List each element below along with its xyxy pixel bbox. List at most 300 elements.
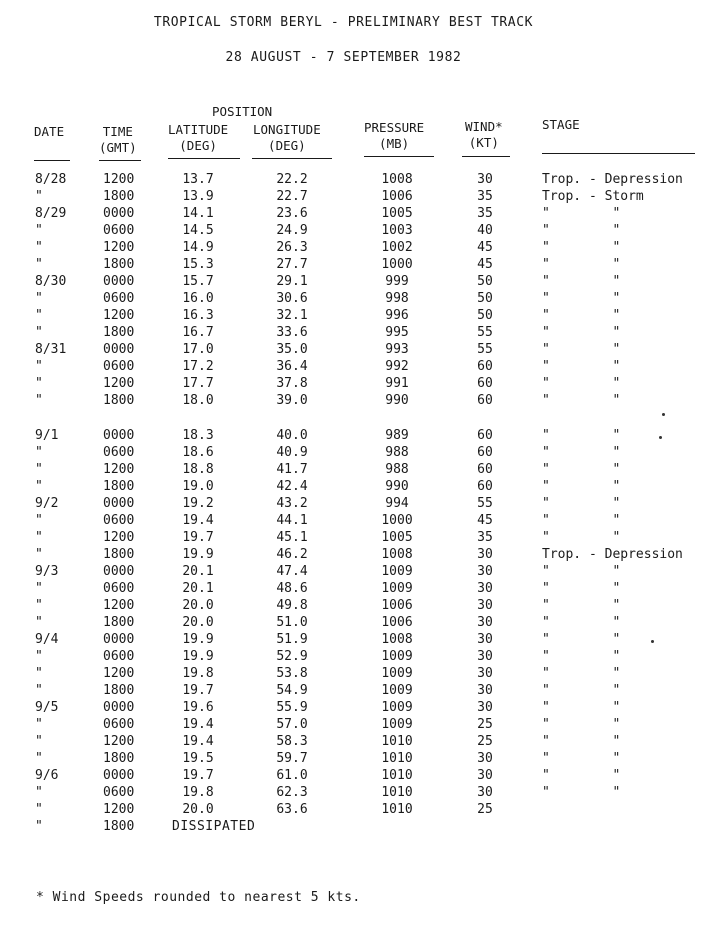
cell-pressure: 990 bbox=[385, 393, 409, 408]
cell-latitude: 13.9 bbox=[182, 189, 214, 204]
table-row bbox=[0, 358, 717, 375]
cell-stage: " " bbox=[542, 751, 621, 766]
cell-wind: 35 bbox=[477, 189, 493, 204]
cell-pressure: 998 bbox=[385, 291, 409, 306]
table-row bbox=[0, 699, 717, 716]
cell-dissipated-note: DISSIPATED bbox=[172, 819, 256, 834]
cell-stage: " " bbox=[542, 479, 621, 494]
table-row bbox=[0, 461, 717, 478]
cell-time: 0600 bbox=[103, 291, 135, 306]
cell-longitude: 32.1 bbox=[276, 308, 308, 323]
cell-wind: 60 bbox=[477, 479, 493, 494]
header-time-rule bbox=[99, 160, 141, 161]
cell-pressure: 1008 bbox=[381, 172, 413, 187]
cell-stage: Trop. - Depression bbox=[542, 547, 683, 562]
cell-wind: 30 bbox=[477, 615, 493, 630]
header-pressure bbox=[364, 120, 424, 152]
cell-longitude: 58.3 bbox=[276, 734, 308, 749]
cell-date: " bbox=[35, 802, 43, 817]
scan-speck bbox=[662, 413, 665, 416]
header-wind-line1: WIND* bbox=[465, 119, 503, 134]
cell-latitude: 15.7 bbox=[182, 274, 214, 289]
cell-wind: 30 bbox=[477, 649, 493, 664]
cell-longitude: 39.0 bbox=[276, 393, 308, 408]
cell-time: 0000 bbox=[103, 632, 135, 647]
cell-stage: " " bbox=[542, 206, 621, 221]
cell-pressure: 1009 bbox=[381, 564, 413, 579]
cell-date: " bbox=[35, 359, 43, 374]
cell-time: 0600 bbox=[103, 445, 135, 460]
cell-wind: 25 bbox=[477, 802, 493, 817]
cell-wind: 30 bbox=[477, 172, 493, 187]
cell-longitude: 53.8 bbox=[276, 666, 308, 681]
cell-date: 9/4 bbox=[35, 632, 59, 647]
header-longitude-line1: LONGITUDE bbox=[253, 122, 321, 137]
cell-pressure: 1010 bbox=[381, 751, 413, 766]
cell-stage: " " bbox=[542, 291, 621, 306]
cell-time: 0600 bbox=[103, 785, 135, 800]
cell-latitude: 20.1 bbox=[182, 564, 214, 579]
cell-latitude: 17.0 bbox=[182, 342, 214, 357]
cell-latitude: 19.9 bbox=[182, 632, 214, 647]
cell-date: 8/30 bbox=[35, 274, 67, 289]
cell-time: 0000 bbox=[103, 768, 135, 783]
table-row bbox=[0, 290, 717, 307]
cell-latitude: 17.7 bbox=[182, 376, 214, 391]
cell-longitude: 63.6 bbox=[276, 802, 308, 817]
document-subtitle: 28 AUGUST - 7 SEPTEMBER 1982 bbox=[225, 50, 462, 65]
cell-time: 0600 bbox=[103, 513, 135, 528]
header-time-line1: TIME bbox=[102, 124, 133, 139]
table-row bbox=[0, 307, 717, 324]
header-longitude-rule bbox=[252, 158, 332, 159]
table-row bbox=[0, 222, 717, 239]
cell-wind: 30 bbox=[477, 751, 493, 766]
cell-pressure: 991 bbox=[385, 376, 409, 391]
cell-pressure: 988 bbox=[385, 462, 409, 477]
table-row bbox=[0, 529, 717, 546]
cell-time: 1800 bbox=[103, 751, 135, 766]
cell-longitude: 43.2 bbox=[276, 496, 308, 511]
cell-wind: 30 bbox=[477, 683, 493, 698]
cell-latitude: 19.7 bbox=[182, 683, 214, 698]
cell-time: 1800 bbox=[103, 393, 135, 408]
cell-pressure: 1009 bbox=[381, 649, 413, 664]
cell-time: 0000 bbox=[103, 496, 135, 511]
header-latitude bbox=[168, 122, 228, 154]
cell-time: 1800 bbox=[103, 615, 135, 630]
cell-date: 9/2 bbox=[35, 496, 59, 511]
header-pressure-rule bbox=[364, 156, 434, 157]
cell-wind: 45 bbox=[477, 240, 493, 255]
cell-stage: " " bbox=[542, 683, 621, 698]
cell-stage: " " bbox=[542, 325, 621, 340]
cell-date: " bbox=[35, 291, 43, 306]
table-row bbox=[0, 597, 717, 614]
cell-latitude: 14.1 bbox=[182, 206, 214, 221]
cell-date: " bbox=[35, 666, 43, 681]
cell-time: 0000 bbox=[103, 274, 135, 289]
table-row bbox=[0, 750, 717, 767]
cell-longitude: 59.7 bbox=[276, 751, 308, 766]
cell-pressure: 1003 bbox=[381, 223, 413, 238]
cell-pressure: 1006 bbox=[381, 189, 413, 204]
cell-wind: 50 bbox=[477, 291, 493, 306]
cell-wind: 55 bbox=[477, 325, 493, 340]
cell-stage: " " bbox=[542, 564, 621, 579]
header-date-rule bbox=[34, 160, 70, 161]
cell-stage: " " bbox=[542, 785, 621, 800]
cell-latitude: 18.6 bbox=[182, 445, 214, 460]
cell-date: " bbox=[35, 785, 43, 800]
cell-latitude: 19.0 bbox=[182, 479, 214, 494]
cell-wind: 60 bbox=[477, 359, 493, 374]
cell-longitude: 61.0 bbox=[276, 768, 308, 783]
cell-longitude: 26.3 bbox=[276, 240, 308, 255]
table-row bbox=[0, 716, 717, 733]
cell-longitude: 29.1 bbox=[276, 274, 308, 289]
cell-latitude: 18.8 bbox=[182, 462, 214, 477]
cell-stage: " " bbox=[542, 257, 621, 272]
cell-stage: " " bbox=[542, 445, 621, 460]
cell-date: " bbox=[35, 581, 43, 596]
cell-time: 1200 bbox=[103, 240, 135, 255]
cell-stage: " " bbox=[542, 274, 621, 289]
table-row bbox=[0, 546, 717, 563]
cell-date: " bbox=[35, 223, 43, 238]
cell-longitude: 47.4 bbox=[276, 564, 308, 579]
cell-longitude: 46.2 bbox=[276, 547, 308, 562]
cell-date: 9/6 bbox=[35, 768, 59, 783]
table-row bbox=[0, 631, 717, 648]
cell-pressure: 996 bbox=[385, 308, 409, 323]
cell-pressure: 1008 bbox=[381, 632, 413, 647]
cell-wind: 30 bbox=[477, 700, 493, 715]
cell-latitude: 16.7 bbox=[182, 325, 214, 340]
cell-date: " bbox=[35, 189, 43, 204]
cell-longitude: 30.6 bbox=[276, 291, 308, 306]
cell-longitude: 22.2 bbox=[276, 172, 308, 187]
cell-longitude: 40.9 bbox=[276, 445, 308, 460]
table-row bbox=[0, 205, 717, 222]
cell-wind: 60 bbox=[477, 445, 493, 460]
table-row bbox=[0, 818, 717, 835]
cell-pressure: 1002 bbox=[381, 240, 413, 255]
cell-latitude: 16.0 bbox=[182, 291, 214, 306]
header-wind bbox=[465, 119, 503, 151]
cell-time: 1800 bbox=[103, 189, 135, 204]
cell-pressure: 1008 bbox=[381, 547, 413, 562]
cell-date: " bbox=[35, 257, 43, 272]
document-title: TROPICAL STORM BERYL - PRELIMINARY BEST TRACK bbox=[153, 15, 534, 30]
table-row bbox=[0, 648, 717, 665]
cell-stage: " " bbox=[542, 717, 621, 732]
cell-date: " bbox=[35, 615, 43, 630]
best-track-table bbox=[0, 171, 717, 835]
cell-wind: 35 bbox=[477, 530, 493, 545]
cell-stage: " " bbox=[542, 308, 621, 323]
cell-latitude: 14.5 bbox=[182, 223, 214, 238]
cell-longitude: 62.3 bbox=[276, 785, 308, 800]
cell-longitude: 54.9 bbox=[276, 683, 308, 698]
cell-time: 0600 bbox=[103, 717, 135, 732]
cell-date: " bbox=[35, 734, 43, 749]
header-stage-rule bbox=[542, 153, 695, 154]
table-row bbox=[0, 392, 717, 409]
cell-latitude: 18.0 bbox=[182, 393, 214, 408]
cell-pressure: 1010 bbox=[381, 734, 413, 749]
header-time bbox=[99, 124, 137, 156]
cell-longitude: 23.6 bbox=[276, 206, 308, 221]
table-row bbox=[0, 614, 717, 631]
cell-time: 1800 bbox=[103, 257, 135, 272]
cell-latitude: 14.9 bbox=[182, 240, 214, 255]
cell-longitude: 36.4 bbox=[276, 359, 308, 374]
cell-longitude: 49.8 bbox=[276, 598, 308, 613]
cell-latitude: 19.4 bbox=[182, 717, 214, 732]
cell-wind: 55 bbox=[477, 496, 493, 511]
table-row bbox=[0, 427, 717, 444]
cell-date: " bbox=[35, 819, 43, 834]
cell-wind: 25 bbox=[477, 717, 493, 732]
cell-latitude: 20.0 bbox=[182, 615, 214, 630]
cell-date: " bbox=[35, 598, 43, 613]
cell-time: 1800 bbox=[103, 325, 135, 340]
cell-latitude: 20.1 bbox=[182, 581, 214, 596]
cell-stage: " " bbox=[542, 615, 621, 630]
cell-date: " bbox=[35, 530, 43, 545]
cell-wind: 30 bbox=[477, 768, 493, 783]
table-row bbox=[0, 580, 717, 597]
cell-date: " bbox=[35, 649, 43, 664]
cell-time: 0600 bbox=[103, 223, 135, 238]
table-row bbox=[0, 188, 717, 205]
table-row bbox=[0, 512, 717, 529]
cell-time: 1800 bbox=[103, 547, 135, 562]
cell-stage: " " bbox=[542, 666, 621, 681]
header-longitude bbox=[253, 122, 321, 154]
cell-pressure: 1006 bbox=[381, 598, 413, 613]
cell-wind: 30 bbox=[477, 632, 493, 647]
scan-speck bbox=[651, 640, 654, 643]
cell-pressure: 1010 bbox=[381, 785, 413, 800]
cell-wind: 30 bbox=[477, 598, 493, 613]
cell-latitude: 20.0 bbox=[182, 598, 214, 613]
cell-longitude: 52.9 bbox=[276, 649, 308, 664]
cell-time: 0000 bbox=[103, 342, 135, 357]
cell-date: " bbox=[35, 325, 43, 340]
cell-wind: 45 bbox=[477, 257, 493, 272]
cell-date: " bbox=[35, 751, 43, 766]
cell-latitude: 19.5 bbox=[182, 751, 214, 766]
table-row bbox=[0, 324, 717, 341]
table-row bbox=[0, 171, 717, 188]
header-time-line2: (GMT) bbox=[99, 140, 137, 155]
cell-date: 9/5 bbox=[35, 700, 59, 715]
cell-longitude: 35.0 bbox=[276, 342, 308, 357]
cell-stage: " " bbox=[542, 632, 621, 647]
cell-latitude: 19.2 bbox=[182, 496, 214, 511]
table-row bbox=[0, 239, 717, 256]
cell-stage: " " bbox=[542, 700, 621, 715]
cell-wind: 50 bbox=[477, 274, 493, 289]
cell-time: 0600 bbox=[103, 581, 135, 596]
cell-stage: " " bbox=[542, 223, 621, 238]
cell-date: " bbox=[35, 445, 43, 460]
cell-wind: 40 bbox=[477, 223, 493, 238]
table-row bbox=[0, 767, 717, 784]
cell-stage: " " bbox=[542, 342, 621, 357]
header-position: POSITION bbox=[212, 104, 273, 119]
cell-stage: " " bbox=[542, 428, 621, 443]
cell-pressure: 993 bbox=[385, 342, 409, 357]
cell-longitude: 55.9 bbox=[276, 700, 308, 715]
cell-pressure: 1006 bbox=[381, 615, 413, 630]
cell-latitude: 15.3 bbox=[182, 257, 214, 272]
cell-latitude: 19.7 bbox=[182, 530, 214, 545]
cell-time: 1800 bbox=[103, 683, 135, 698]
cell-wind: 30 bbox=[477, 785, 493, 800]
cell-longitude: 37.8 bbox=[276, 376, 308, 391]
cell-wind: 50 bbox=[477, 308, 493, 323]
cell-wind: 30 bbox=[477, 666, 493, 681]
cell-longitude: 24.9 bbox=[276, 223, 308, 238]
cell-stage: " " bbox=[542, 393, 621, 408]
cell-pressure: 1009 bbox=[381, 700, 413, 715]
cell-latitude: 19.6 bbox=[182, 700, 214, 715]
cell-stage: Trop. - Storm bbox=[542, 189, 644, 204]
table-row bbox=[0, 444, 717, 461]
cell-time: 1200 bbox=[103, 172, 135, 187]
cell-wind: 60 bbox=[477, 376, 493, 391]
cell-time: 0000 bbox=[103, 206, 135, 221]
cell-date: 8/29 bbox=[35, 206, 67, 221]
cell-time: 0000 bbox=[103, 700, 135, 715]
cell-time: 1200 bbox=[103, 308, 135, 323]
cell-longitude: 51.0 bbox=[276, 615, 308, 630]
cell-pressure: 992 bbox=[385, 359, 409, 374]
cell-time: 1200 bbox=[103, 530, 135, 545]
cell-date: " bbox=[35, 376, 43, 391]
cell-date: " bbox=[35, 479, 43, 494]
cell-date: 8/28 bbox=[35, 172, 67, 187]
cell-stage: " " bbox=[542, 496, 621, 511]
cell-wind: 30 bbox=[477, 547, 493, 562]
cell-longitude: 44.1 bbox=[276, 513, 308, 528]
header-pressure-line2: (MB) bbox=[379, 136, 410, 151]
cell-longitude: 51.9 bbox=[276, 632, 308, 647]
cell-latitude: 19.8 bbox=[182, 666, 214, 681]
table-row bbox=[0, 256, 717, 273]
cell-longitude: 22.7 bbox=[276, 189, 308, 204]
cell-wind: 60 bbox=[477, 428, 493, 443]
cell-pressure: 1009 bbox=[381, 581, 413, 596]
cell-date: 9/3 bbox=[35, 564, 59, 579]
table-row bbox=[0, 682, 717, 699]
cell-stage: " " bbox=[542, 462, 621, 477]
header-wind-line2: (KT) bbox=[468, 135, 499, 150]
header-date: DATE bbox=[34, 124, 65, 139]
cell-pressure: 1005 bbox=[381, 530, 413, 545]
table-row bbox=[0, 495, 717, 512]
table-row bbox=[0, 341, 717, 358]
cell-time: 0600 bbox=[103, 649, 135, 664]
cell-time: 1200 bbox=[103, 666, 135, 681]
cell-wind: 60 bbox=[477, 462, 493, 477]
cell-time: 1200 bbox=[103, 376, 135, 391]
table-row bbox=[0, 563, 717, 580]
cell-date: " bbox=[35, 308, 43, 323]
cell-longitude: 42.4 bbox=[276, 479, 308, 494]
cell-time: 1200 bbox=[103, 598, 135, 613]
cell-date: " bbox=[35, 393, 43, 408]
cell-pressure: 995 bbox=[385, 325, 409, 340]
scan-speck bbox=[659, 436, 662, 439]
table-row bbox=[0, 801, 717, 818]
cell-latitude: 20.0 bbox=[182, 802, 214, 817]
cell-latitude: 19.8 bbox=[182, 785, 214, 800]
cell-date: " bbox=[35, 240, 43, 255]
header-stage: STAGE bbox=[542, 117, 580, 132]
cell-pressure: 990 bbox=[385, 479, 409, 494]
cell-pressure: 1010 bbox=[381, 802, 413, 817]
cell-wind: 35 bbox=[477, 206, 493, 221]
table-row bbox=[0, 478, 717, 495]
cell-time: 1200 bbox=[103, 734, 135, 749]
cell-pressure: 1009 bbox=[381, 683, 413, 698]
cell-latitude: 19.4 bbox=[182, 513, 214, 528]
cell-pressure: 994 bbox=[385, 496, 409, 511]
cell-stage: Trop. - Depression bbox=[542, 172, 683, 187]
cell-stage: " " bbox=[542, 734, 621, 749]
cell-date: 9/1 bbox=[35, 428, 59, 443]
cell-date: 8/31 bbox=[35, 342, 67, 357]
cell-date: " bbox=[35, 717, 43, 732]
cell-stage: " " bbox=[542, 513, 621, 528]
cell-pressure: 1010 bbox=[381, 768, 413, 783]
cell-wind: 30 bbox=[477, 581, 493, 596]
header-pressure-line1: PRESSURE bbox=[364, 120, 425, 135]
cell-longitude: 27.7 bbox=[276, 257, 308, 272]
table-row bbox=[0, 733, 717, 750]
cell-pressure: 1000 bbox=[381, 257, 413, 272]
cell-longitude: 57.0 bbox=[276, 717, 308, 732]
cell-stage: " " bbox=[542, 240, 621, 255]
cell-pressure: 1009 bbox=[381, 717, 413, 732]
cell-time: 1800 bbox=[103, 819, 135, 834]
table-row bbox=[0, 784, 717, 801]
cell-date: " bbox=[35, 683, 43, 698]
cell-stage: " " bbox=[542, 768, 621, 783]
cell-pressure: 1005 bbox=[381, 206, 413, 221]
cell-stage: " " bbox=[542, 376, 621, 391]
cell-longitude: 33.6 bbox=[276, 325, 308, 340]
cell-latitude: 19.4 bbox=[182, 734, 214, 749]
cell-date: " bbox=[35, 547, 43, 562]
cell-pressure: 989 bbox=[385, 428, 409, 443]
cell-pressure: 999 bbox=[385, 274, 409, 289]
cell-latitude: 17.2 bbox=[182, 359, 214, 374]
cell-time: 1800 bbox=[103, 479, 135, 494]
header-wind-rule bbox=[462, 156, 510, 157]
header-latitude-line1: LATITUDE bbox=[168, 122, 229, 137]
cell-latitude: 13.7 bbox=[182, 172, 214, 187]
cell-stage: " " bbox=[542, 649, 621, 664]
cell-latitude: 19.9 bbox=[182, 649, 214, 664]
cell-latitude: 16.3 bbox=[182, 308, 214, 323]
cell-wind: 45 bbox=[477, 513, 493, 528]
cell-time: 0000 bbox=[103, 428, 135, 443]
